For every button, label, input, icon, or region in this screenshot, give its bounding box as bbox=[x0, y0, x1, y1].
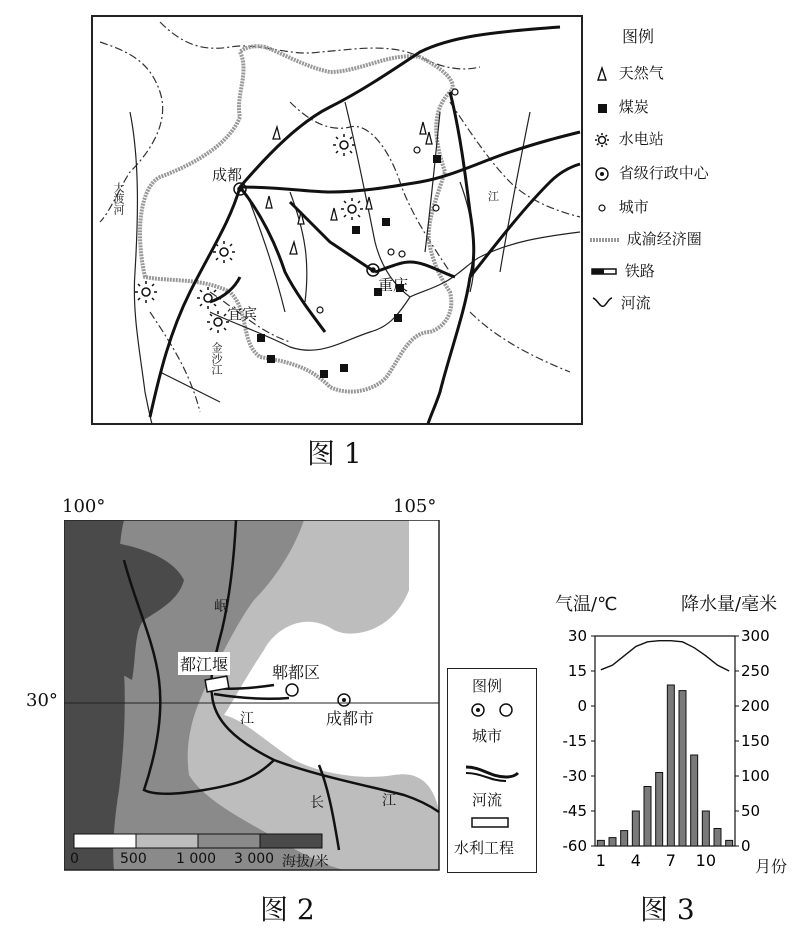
elevation-unit: 海拔/米 bbox=[282, 854, 329, 870]
map1-legend-title: 图例 bbox=[622, 27, 655, 46]
right-tick-label: 250 bbox=[741, 662, 770, 680]
label-yibin: 宜宾 bbox=[227, 305, 258, 323]
right-tick-label: 300 bbox=[741, 627, 770, 645]
elevation-label-0: 0 bbox=[70, 851, 79, 867]
right-tick-label: 100 bbox=[741, 767, 770, 785]
plot-frame bbox=[595, 636, 735, 846]
river-icon bbox=[462, 761, 522, 785]
precipitation-bar bbox=[632, 811, 639, 846]
legend-item-coal bbox=[590, 96, 649, 118]
legend-item-economic-circle bbox=[590, 228, 702, 250]
x-tick-label: 7 bbox=[665, 851, 676, 870]
precipitation-bar bbox=[726, 840, 733, 846]
capital-icon bbox=[590, 164, 614, 184]
climate-caption: 图 3 bbox=[640, 893, 695, 926]
left-tick-label: 0 bbox=[577, 697, 587, 715]
left-tick-label: -15 bbox=[562, 732, 587, 750]
legend-item-river bbox=[590, 292, 651, 314]
x-axis-unit: 月份 bbox=[755, 857, 788, 876]
map2-panel bbox=[64, 520, 440, 880]
map1-panel bbox=[90, 12, 800, 432]
legend-item-gas bbox=[590, 62, 664, 84]
legend-label-capital: 省级行政中心 bbox=[618, 164, 709, 182]
economic-circle-icon bbox=[590, 230, 622, 250]
right-tick-label: 200 bbox=[741, 697, 770, 715]
coal-marker bbox=[352, 226, 360, 234]
legend-label-river: 河流 bbox=[620, 294, 651, 312]
label-dadu-river: 大渡河 bbox=[112, 182, 125, 215]
label-yangtze-2: 江 bbox=[382, 793, 396, 809]
legend-item-capital bbox=[590, 162, 709, 184]
city-marker bbox=[317, 307, 323, 313]
coal-marker bbox=[394, 314, 402, 322]
precipitation-bar bbox=[597, 840, 604, 846]
water-project-icon bbox=[462, 815, 522, 831]
label-jialing-river: 江 bbox=[488, 190, 499, 203]
map1-legend bbox=[590, 16, 800, 326]
precipitation-bar bbox=[621, 831, 628, 846]
map2-legend-river: 河流 bbox=[472, 791, 503, 809]
temperature-line bbox=[601, 641, 729, 671]
city-marker bbox=[399, 251, 405, 257]
hydropower-icon bbox=[590, 130, 614, 150]
legend-label-economic-circle: 成渝经济圈 bbox=[626, 230, 702, 248]
label-min-river-2: 江 bbox=[240, 711, 254, 727]
climate-chart bbox=[545, 588, 803, 888]
city-symbols-icon bbox=[462, 699, 522, 721]
coal-icon bbox=[590, 98, 614, 118]
coal-marker bbox=[340, 364, 348, 372]
map2-lon-left: 100° bbox=[62, 496, 106, 517]
railway-icon bbox=[590, 262, 620, 282]
left-tick-label: 15 bbox=[567, 662, 587, 680]
map2-legend-title: 图例 bbox=[472, 677, 503, 695]
right-tick-label: 50 bbox=[741, 802, 761, 820]
elevation-legend-bar bbox=[74, 834, 322, 848]
label-chengdu: 成都 bbox=[212, 166, 243, 184]
elevation-label-3000: 3 000 bbox=[234, 851, 275, 867]
legend-item-city bbox=[590, 196, 649, 218]
coal-marker bbox=[320, 370, 328, 378]
precipitation-bar bbox=[656, 773, 663, 847]
left-tick-label: -45 bbox=[562, 802, 587, 820]
city-icon bbox=[590, 198, 614, 218]
x-tick-label: 1 bbox=[595, 851, 606, 870]
legend-label-hydro: 水电站 bbox=[618, 130, 664, 148]
coal-marker bbox=[433, 155, 441, 163]
city-marker bbox=[414, 147, 420, 153]
coal-marker bbox=[267, 355, 275, 363]
coal-marker bbox=[382, 218, 390, 226]
right-tick-label: 150 bbox=[741, 732, 770, 750]
map2-lon-right: 105° bbox=[393, 496, 437, 517]
label-min-river-1: 岷 bbox=[214, 599, 228, 615]
label-jinsha-river: 金沙江 bbox=[210, 342, 223, 375]
natural-gas-icon bbox=[590, 64, 614, 84]
label-pixian: 郫都区 bbox=[272, 663, 321, 682]
x-tick-label: 4 bbox=[630, 851, 641, 870]
right-axis-title: 降水量/毫米 bbox=[681, 594, 778, 615]
legend-label-railway: 铁路 bbox=[624, 262, 655, 280]
legend-label-coal: 煤炭 bbox=[618, 98, 649, 116]
map1-caption: 图 1 bbox=[307, 437, 362, 470]
x-tick-label: 10 bbox=[695, 851, 717, 870]
precipitation-bar bbox=[667, 685, 674, 846]
city-marker bbox=[452, 89, 458, 95]
precipitation-bar bbox=[644, 787, 651, 847]
map2-lat: 30° bbox=[26, 690, 58, 711]
legend-label-gas: 天然气 bbox=[618, 64, 664, 82]
legend-item-railway bbox=[590, 260, 655, 282]
left-tick-label: -30 bbox=[562, 767, 587, 785]
map2-legend-project: 水利工程 bbox=[454, 839, 515, 857]
elevation-label-1000: 1 000 bbox=[176, 851, 217, 867]
city-marker bbox=[388, 249, 394, 255]
precipitation-bar bbox=[691, 755, 698, 846]
map2-svg bbox=[64, 520, 440, 880]
left-axis-title: 气温/℃ bbox=[555, 594, 618, 615]
label-yangtze-1: 长 bbox=[310, 795, 324, 811]
right-tick-label: 0 bbox=[741, 837, 751, 855]
legend-item-hydro bbox=[590, 128, 664, 150]
river-icon bbox=[590, 294, 616, 314]
map2-caption: 图 2 bbox=[260, 893, 315, 926]
precipitation-bar bbox=[702, 811, 709, 846]
map2-legend-city: 城市 bbox=[472, 727, 503, 745]
precipitation-bar bbox=[714, 829, 721, 847]
climate-svg bbox=[545, 616, 803, 886]
city-marker bbox=[433, 205, 439, 211]
legend-label-city: 城市 bbox=[618, 198, 649, 216]
label-chengdu-city: 成都市 bbox=[326, 709, 375, 728]
coal-marker bbox=[257, 334, 265, 342]
elevation-label-500: 500 bbox=[120, 851, 147, 867]
label-chongqing: 重庆 bbox=[378, 276, 409, 294]
map2-legend bbox=[447, 668, 537, 873]
city-marker-pixian bbox=[286, 684, 298, 696]
label-dujiangyan: 都江堰 bbox=[178, 652, 230, 675]
left-tick-label: 30 bbox=[567, 627, 587, 645]
left-tick-label: -60 bbox=[562, 837, 587, 855]
precipitation-bar bbox=[609, 838, 616, 846]
precipitation-bar bbox=[679, 691, 686, 846]
